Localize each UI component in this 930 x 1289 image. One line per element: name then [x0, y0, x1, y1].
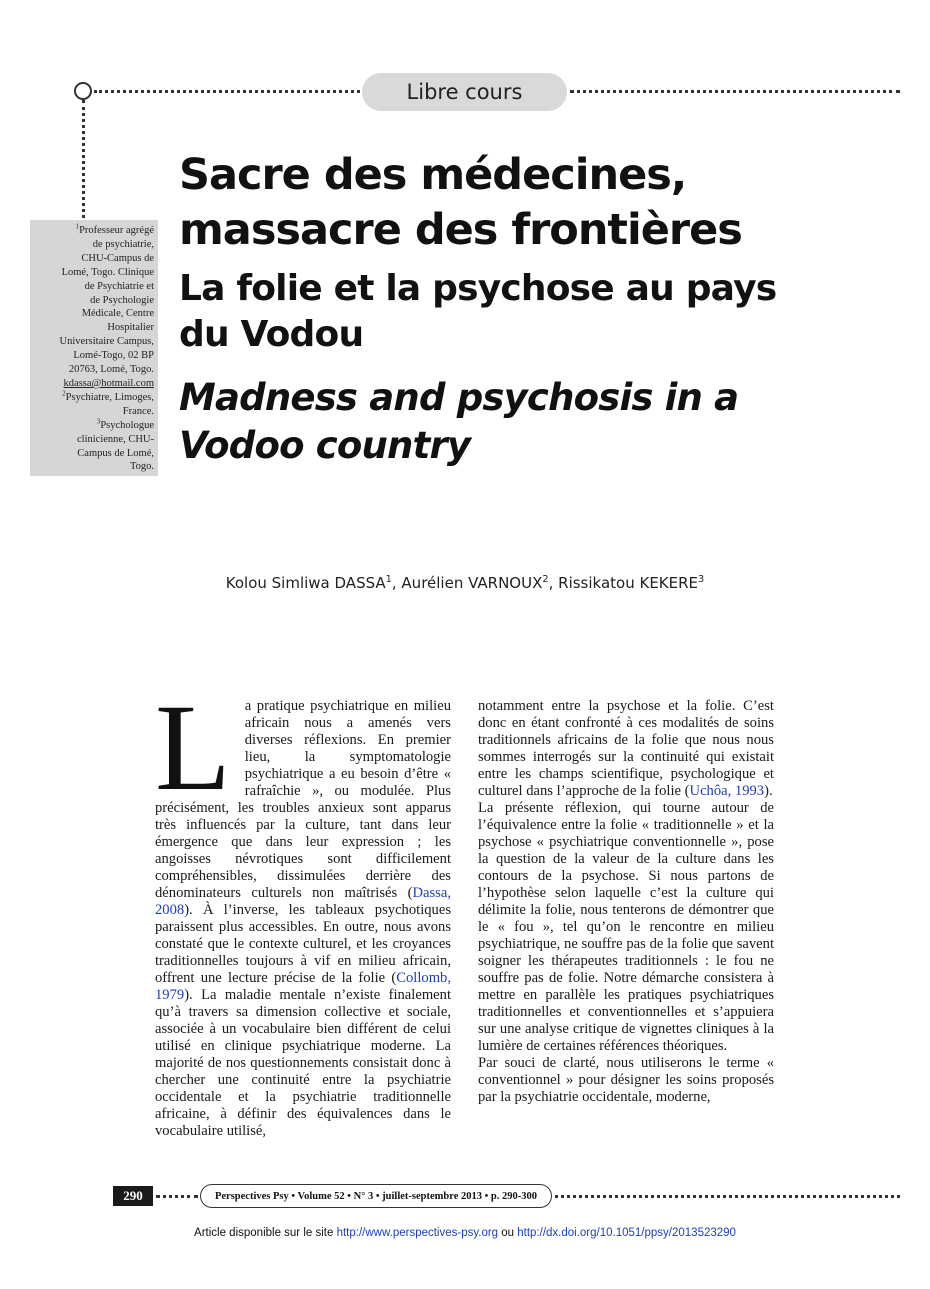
journal-citation: Perspectives Psy • Volume 52 • N° 3 • juillet-septembre 2013 • p. 290-300 — [200, 1184, 552, 1208]
body-text: a pratique psychiatrique en milieu africain nous a amenés vers diverses réflexions. En premier lieu, la symptomatologie psychiatrique a eu besoin d’être « rafraîchie », ou modulée. Plus précisément, les troubles anxieux sont apparus très influencés par la culture, tant dans leur émergence que dans leur expression ; les angoisses névrotiques sont difficilement compréhensibles, dissimulées derrière des dénominateurs culturels non maîtrisés ( — [155, 698, 451, 901]
author-separator: , — [391, 574, 402, 592]
affiliation-text: 20763, Lomé, Togo. — [68, 364, 154, 376]
title-line: La folie et la psychose au pays — [179, 268, 777, 309]
affiliation-line — [34, 377, 154, 391]
affiliation-text: Psychologue — [100, 419, 154, 431]
affiliation-line — [34, 447, 154, 461]
body-text: notamment entre la psychose et la folie. C’est donc en étant confronté à ces modalités de soins traditionnels africains de la folie que nous nous sommes interrogés sur la continuité qui existait entre les champs scientifique, psychologique et culturel dans l’approche de la folie ( — [478, 698, 774, 799]
affiliation-line — [34, 349, 154, 363]
affiliation-line — [34, 419, 154, 433]
affiliation-text: Campus de Lomé, — [77, 447, 154, 459]
body-column-right — [478, 698, 774, 1106]
affiliation-line — [34, 460, 154, 474]
affiliation-text: Lomé, Togo. Clinique — [61, 266, 154, 278]
author-affiliation-marker: 2 — [542, 574, 549, 585]
availability-text: ou — [498, 1227, 518, 1239]
affiliation-text: CHU-Campus de — [81, 252, 154, 264]
affiliations-sidebar — [30, 220, 158, 476]
body-paragraph: Par souci de clarté, nous utiliserons le terme « conventionnel » pour désigner les soins proposés par la psychiatrie occidentale, moderne, — [478, 1055, 774, 1105]
affiliation-line — [34, 294, 154, 308]
affiliation-marker: 3 — [96, 418, 101, 426]
header-dotted-rule-left — [94, 90, 360, 93]
article-subtitle — [179, 266, 776, 358]
title-line: du Vodou — [179, 314, 364, 355]
affiliation-line — [34, 321, 154, 335]
affiliation-line — [34, 433, 154, 447]
footer-dotted-rule-right — [555, 1195, 900, 1198]
author-name: Rissikatou KEKERE — [558, 574, 699, 592]
drop-cap: L — [155, 679, 231, 816]
affiliation-line — [34, 280, 154, 294]
affiliation-line — [34, 238, 154, 252]
body-paragraph — [155, 679, 451, 1140]
affiliation-line — [34, 405, 154, 419]
affiliation-marker: 1 — [75, 223, 80, 231]
affiliation-text: France. — [122, 405, 154, 417]
citation-link-uchoa[interactable]: Uchôa, 1993 — [689, 783, 765, 799]
affiliation-text: Universitaire Campus, — [59, 336, 154, 348]
availability-note — [0, 1227, 930, 1239]
doi-link[interactable]: http://dx.doi.org/10.1051/ppsy/2013523290 — [517, 1227, 736, 1239]
header-circle-ornament — [74, 82, 92, 100]
article-english-title — [179, 374, 738, 470]
affiliation-text: de psychiatrie, — [92, 238, 154, 250]
header-dotted-rule-vertical — [82, 100, 85, 218]
title-line: massacre des frontières — [179, 205, 742, 255]
affiliation-text: Psychiatre, Limoges, — [65, 391, 154, 403]
title-line: Sacre des médecines, — [179, 150, 687, 200]
affiliation-line — [34, 335, 154, 349]
author-name: Kolou Simliwa DASSA — [225, 574, 386, 592]
body-text: ). — [764, 783, 773, 799]
affiliation-text: Médicale, Centre — [81, 308, 154, 320]
affiliation-line — [34, 307, 154, 321]
body-column-left — [155, 679, 451, 1140]
citation-link-collomb[interactable]: Collomb, 1979 — [155, 970, 451, 1003]
affiliation-text: Hospitalier — [107, 322, 154, 334]
author-list — [0, 574, 930, 592]
affiliation-line — [34, 391, 154, 405]
footer-dotted-rule-left — [156, 1195, 198, 1198]
journal-site-link[interactable]: http://www.perspectives-psy.org — [336, 1227, 499, 1239]
affiliation-line — [34, 252, 154, 266]
affiliation-text: de Psychiatrie et — [84, 280, 154, 292]
author-affiliation-marker: 3 — [698, 574, 705, 585]
availability-text: Article disponible sur le site — [194, 1227, 337, 1239]
page-number: 290 — [113, 1186, 153, 1206]
body-text: ). À l’inverse, les tableaux psychotiques paraissent plus accessibles. En outre, nous avons constaté que le contexte culturel, et les croyances traditionnelles toujours à vif en milieu africain, offrent une lecture précise de la folie ( — [155, 902, 451, 986]
affiliation-text: Togo. — [129, 461, 154, 473]
header-dotted-rule-right — [570, 90, 900, 93]
body-text: ). La maladie mentale n’existe finalement qu’à travers sa dimension collective et sociale, associée à un vocabulaire bien différent de celui utilisé en clinique psychiatrique moderne. La majorité de nos questionnements consistait donc à chercher une continuité entre la psychiatrie occidentale et la psychiatrie traditionnelle africaine, à définir des équivalences dans le vocabulaire utilisé, — [155, 987, 451, 1139]
author-separator: , — [548, 574, 559, 592]
affiliation-text: clinicienne, CHU- — [77, 433, 154, 445]
section-label: Libre cours — [362, 73, 567, 111]
title-line: Madness and psychosis in a — [179, 376, 739, 419]
citation-link-dassa[interactable]: Dassa, 2008 — [155, 885, 451, 918]
affiliation-text: Professeur agrégé — [79, 225, 154, 236]
author-affiliation-marker: 1 — [385, 574, 392, 585]
body-paragraph: La présente réflexion, qui tourne autour de l’équivalence entre la folie « traditionnelle » et la psychose « psychiatrique conventionnelle », pose la question de la valeur de la culture dans les contours de la psychose. Si nous partons de l’hypothèse selon laquelle c’est la culture qui délimite la folie, nous tenterons de démontrer que le « fou », tel qu’on le rencontre en milieu psychiatrique, ne souffre pas de la folie que savent soigner les thérapeutes traditionnels : le fou ne souffre pas de folie. Notre démarche consistera à mettre en parallèle les pratiques psychiatriques traditionnelles et conventionnelles et s’appuiera sur une analyse critique de vignettes cliniques à la lumière de certaines références théoriques. — [478, 800, 774, 1054]
author-name: Aurélien VARNOUX — [401, 574, 543, 592]
body-paragraph — [478, 698, 774, 800]
affiliation-marker: 2 — [62, 390, 66, 398]
affiliation-text: Lomé-Togo, 02 BP — [73, 350, 154, 362]
title-line: Vodoo country — [179, 424, 471, 467]
affiliation-line — [34, 363, 154, 377]
article-title — [179, 148, 742, 258]
affiliation-line — [34, 224, 154, 238]
email-link[interactable]: kdassa@hotmail.com — [63, 377, 154, 389]
affiliation-text: de Psychologie — [90, 294, 154, 306]
affiliation-line — [34, 266, 154, 280]
